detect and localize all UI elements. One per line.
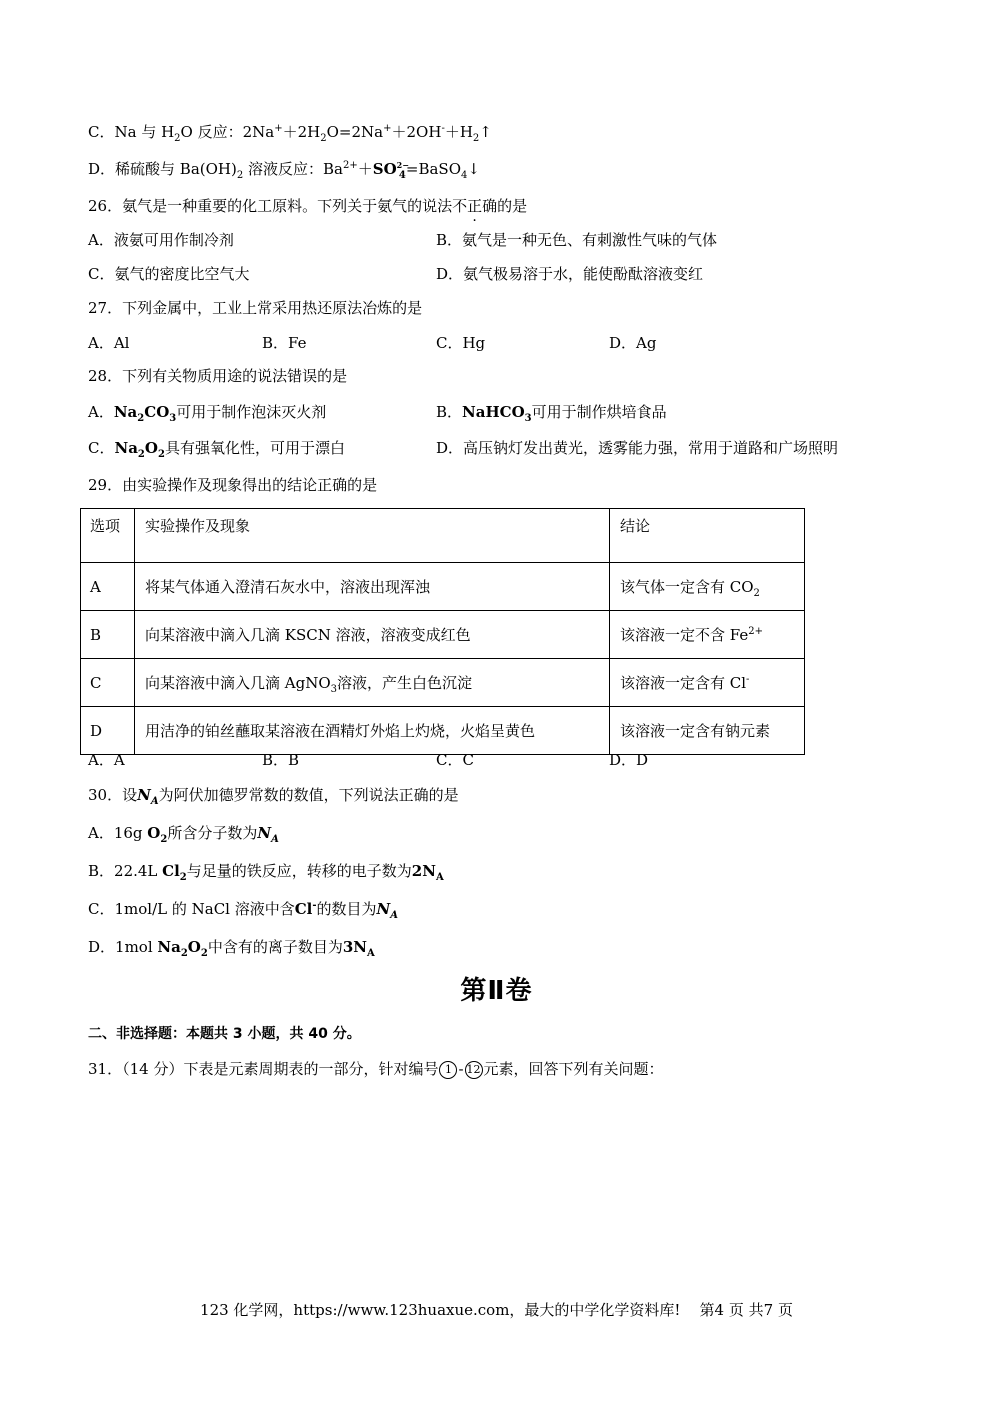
q28-option-a: A．$Na_2CO_3$可用于制作泡沫灭火剂 xyxy=(88,403,327,424)
circled-number: 1 xyxy=(439,1061,457,1079)
section-title: 第Ⅱ卷 xyxy=(460,976,533,1006)
table-row xyxy=(81,563,805,611)
circled-number: 12 xyxy=(465,1061,483,1079)
row-conclusion: 该溶液一定含有钠元素 xyxy=(610,707,805,755)
table-row xyxy=(81,707,805,755)
question-31: 31．（14 分）下表是元素周期表的一部分，针对编号 1 - 12 元素，回答下列有关问题： xyxy=(88,1060,664,1078)
section-subtitle: 二、非选择题：本题共 3 小题，共 40 分。 xyxy=(88,1026,361,1042)
q29-option-d: D．D xyxy=(609,751,649,769)
question-28: 28．下列有关物质用途的说法错误的是 xyxy=(88,367,348,385)
question-27: 27．下列金属中，工业上常采用热还原法冶炼的是 xyxy=(88,299,423,317)
q26-option-a: A．液氨可用作制冷剂 xyxy=(88,231,234,249)
row-option: B xyxy=(81,611,135,659)
q30-option-d: D．1mol $Na_2O_2$中含有的离子数目为$3N_A$ xyxy=(88,938,375,959)
q25-option-c: C．Na 与 $H_2O$ 反应：$2Na^++2H_2O=2Na^++2OH^-+H_2↑$ xyxy=(88,123,492,144)
question-29: 29．由实验操作及现象得出的结论正确的是 xyxy=(88,476,378,494)
q26-option-d: D．氨气极易溶于水，能使酚酞溶液变红 xyxy=(436,265,704,283)
row-option: A xyxy=(81,563,135,611)
row-conclusion: 该气体一定含有 $CO_2$ xyxy=(610,563,805,611)
q27-option-d: D．Ag xyxy=(609,334,657,352)
q28-option-b: B．NaHCO$_3$可用于制作烘培食品 xyxy=(436,403,667,424)
row-operation: 向某溶液中滴入几滴 AgNO$_3$溶液，产生白色沉淀 xyxy=(135,659,610,707)
q29-option-c: C．C xyxy=(436,751,474,769)
row-conclusion: 该溶液一定不含 $Fe^{2+}$ xyxy=(610,611,805,659)
row-option: D xyxy=(81,707,135,755)
question-26: 26．氨气是一种重要的化工原料。下列关于氨气的说法不正确的是 xyxy=(88,197,528,215)
emphasis-text: 不正确 xyxy=(452,197,498,215)
row-option: C xyxy=(81,659,135,707)
table-row xyxy=(81,659,805,707)
row-conclusion: 该溶液一定含有 Cl- xyxy=(610,659,805,707)
table-row xyxy=(81,611,805,659)
header-operation: 实验操作及现象 xyxy=(135,509,610,563)
q29-option-b: B．B xyxy=(262,751,300,769)
q27-option-b: B．Fe xyxy=(262,334,307,352)
q26-option-c: C．氨气的密度比空气大 xyxy=(88,265,250,283)
q26-option-b: B．氨气是一种无色、有刺激性气味的气体 xyxy=(436,231,718,249)
table-header-row xyxy=(81,509,805,563)
question-30: 30．设$N_A$为阿伏加德罗常数的数值，下列说法正确的是 xyxy=(88,786,459,807)
q30-option-b: B．22.4L $Cl_2$与足量的铁反应，转移的电子数为$2N_A$ xyxy=(88,862,444,883)
q30-option-a: A．16g $O_2$所含分子数为$N_A$ xyxy=(88,824,279,845)
header-option: 选项 xyxy=(81,509,135,563)
experiment-table xyxy=(80,508,805,755)
q27-option-a: A．Al xyxy=(88,334,130,352)
q27-option-c: C．Hg xyxy=(436,334,486,352)
q25-option-d: D．稀硫酸与 $Ba(OH)_2$ 溶液反应：$Ba^{2+}+SO^{2-}_4=BaSO_4↓$ xyxy=(88,160,480,181)
row-operation: 向某溶液中滴入几滴 KSCN 溶液，溶液变成红色 xyxy=(135,611,610,659)
page-footer xyxy=(0,1299,993,1320)
row-operation: 用洁净的铂丝蘸取某溶液在酒精灯外焰上灼烧，火焰呈黄色 xyxy=(135,707,610,755)
header-conclusion: 结论 xyxy=(610,509,805,563)
footer-page: 第4 页 共7 页 xyxy=(699,1301,793,1319)
q29-option-a: A．A xyxy=(88,751,125,769)
q28-option-d: D．高压钠灯发出黄光，透雾能力强，常用于道路和广场照明 xyxy=(436,439,839,457)
q28-option-c: C．$Na_2O_2$具有强氧化性，可用于漂白 xyxy=(88,439,345,460)
footer-site: 123 化学网，https://www.123huaxue.com，最大的中学化学资料库! xyxy=(200,1301,681,1319)
row-operation: 将某气体通入澄清石灰水中，溶液出现浑浊 xyxy=(135,563,610,611)
q30-option-c: C．1mol/L 的 NaCl 溶液中含Cl-的数目为$N_A$ xyxy=(88,900,399,921)
